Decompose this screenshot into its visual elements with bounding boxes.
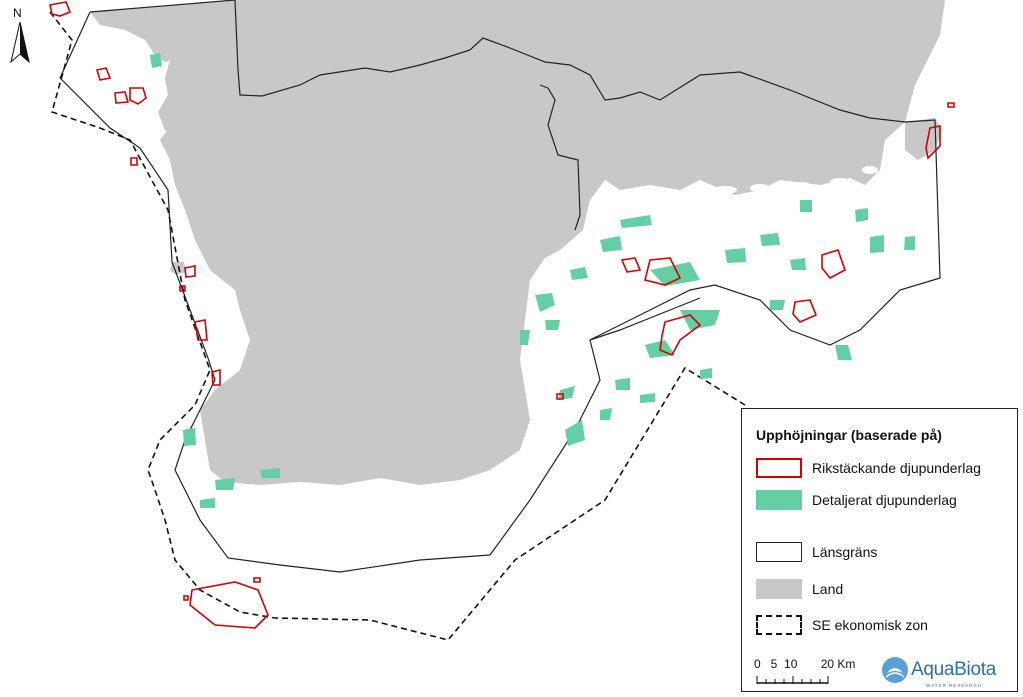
black-outline-swatch <box>756 542 802 562</box>
grey-fill-swatch <box>756 579 802 599</box>
legend-title: Upphöjningar (baserade på) <box>756 427 942 443</box>
legend-label: Land <box>812 581 844 597</box>
scale-bar-graphic <box>756 673 846 687</box>
legend-item-national <box>756 457 981 479</box>
map-legend <box>741 408 1018 692</box>
north-arrow <box>9 6 37 66</box>
water-drop-icon <box>882 657 908 683</box>
north-arrow-icon <box>9 22 37 66</box>
aquabiota-logo <box>882 657 996 688</box>
legend-label: SE ekonomisk zon <box>812 617 928 633</box>
legend-label: Rikstäckande djupunderlag <box>812 460 981 476</box>
legend-label: Detaljerat djupunderlag <box>812 492 957 508</box>
logo-subtitle: WATER RESEARCH <box>926 683 983 688</box>
scale-bar <box>754 657 884 689</box>
north-label: N <box>13 6 22 20</box>
legend-item-county <box>756 541 877 563</box>
dashed-outline-swatch <box>756 615 802 635</box>
green-fill-swatch <box>756 490 802 510</box>
legend-item-land <box>756 578 843 600</box>
legend-item-eez <box>756 614 928 636</box>
scale-labels: 0 5 10 20 Km <box>754 657 856 671</box>
logo-name: AquaBiota <box>911 659 996 680</box>
legend-item-detailed <box>756 489 957 511</box>
legend-label: Länsgräns <box>812 544 878 560</box>
red-outline-swatch <box>756 458 802 478</box>
